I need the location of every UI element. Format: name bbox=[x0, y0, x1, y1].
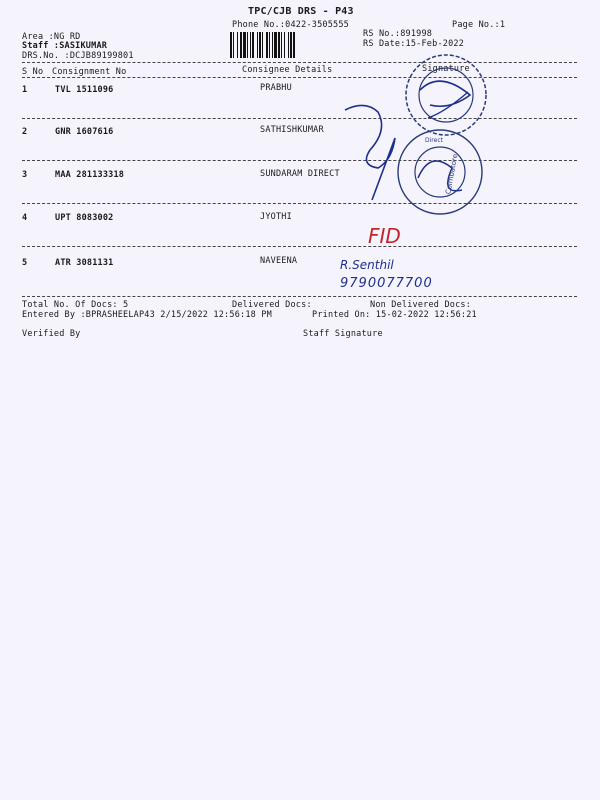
row-consignment: MAA 281133318 bbox=[55, 170, 125, 180]
row-consignment: UPT 8083002 bbox=[55, 213, 114, 223]
row-s-no: 3 bbox=[22, 170, 28, 180]
non-delivered-docs: Non Delivered Docs: bbox=[370, 300, 472, 310]
staff-field: Staff :SASIKUMAR bbox=[22, 41, 108, 51]
staff-signature: Staff Signature bbox=[303, 329, 383, 339]
col-header-signature: Signature bbox=[422, 64, 470, 74]
rs-number: RS No.:891998 bbox=[363, 29, 433, 39]
rs-date: RS Date:15-Feb-2022 bbox=[363, 39, 465, 49]
printed-on: Printed On: 15-02-2022 12:56:21 bbox=[312, 310, 477, 320]
stamp-text: Coimbatore bbox=[444, 153, 460, 195]
fid-annotation: FID bbox=[368, 224, 401, 248]
row-s-no: 2 bbox=[22, 127, 28, 137]
area-field: Area :NG RD bbox=[22, 32, 81, 42]
col-header-consignee: Consignee Details bbox=[242, 65, 333, 75]
total-docs: Total No. Of Docs: 5 bbox=[22, 300, 129, 310]
phone-number: Phone No.:0422-3505555 bbox=[232, 20, 349, 30]
page-number: Page No.:1 bbox=[452, 20, 506, 30]
col-header-s-no: S No bbox=[22, 67, 44, 77]
drs-number: DRS.No. :DCJB89199801 bbox=[22, 51, 134, 61]
row-consignee: JYOTHI bbox=[260, 212, 292, 222]
row-consignee: NAVEENA bbox=[260, 256, 298, 266]
row-consignee: PRABHU bbox=[260, 83, 292, 93]
delivery-stamp-bottom bbox=[398, 130, 482, 214]
row-consignee: SUNDARAM DIRECT bbox=[260, 169, 340, 179]
row-consignee: SATHISHKUMAR bbox=[260, 125, 324, 135]
verified-by: Verified By bbox=[22, 329, 81, 339]
stamp-text: Direct bbox=[425, 137, 443, 144]
delivery-stamp-top bbox=[406, 55, 486, 135]
row-consignment: GNR 1607616 bbox=[55, 127, 114, 137]
row-consignment: ATR 3081131 bbox=[55, 258, 114, 268]
receiver-name-handwritten: R.Senthil bbox=[340, 258, 394, 272]
row-s-no: 4 bbox=[22, 213, 28, 223]
col-header-consignment: Consignment No bbox=[52, 67, 127, 77]
entered-by: Entered By :BPRASHEELAP43 2/15/2022 12:56:18 PM bbox=[22, 310, 272, 320]
row-s-no: 1 bbox=[22, 85, 28, 95]
receiver-phone-handwritten: 9790077700 bbox=[340, 276, 433, 291]
document-title: TPC/CJB DRS - P43 bbox=[248, 6, 354, 17]
delivered-docs: Delivered Docs: bbox=[232, 300, 312, 310]
signature-scribble bbox=[345, 105, 395, 200]
row-s-no: 5 bbox=[22, 258, 28, 268]
row-consignment: TVL 1511096 bbox=[55, 85, 114, 95]
